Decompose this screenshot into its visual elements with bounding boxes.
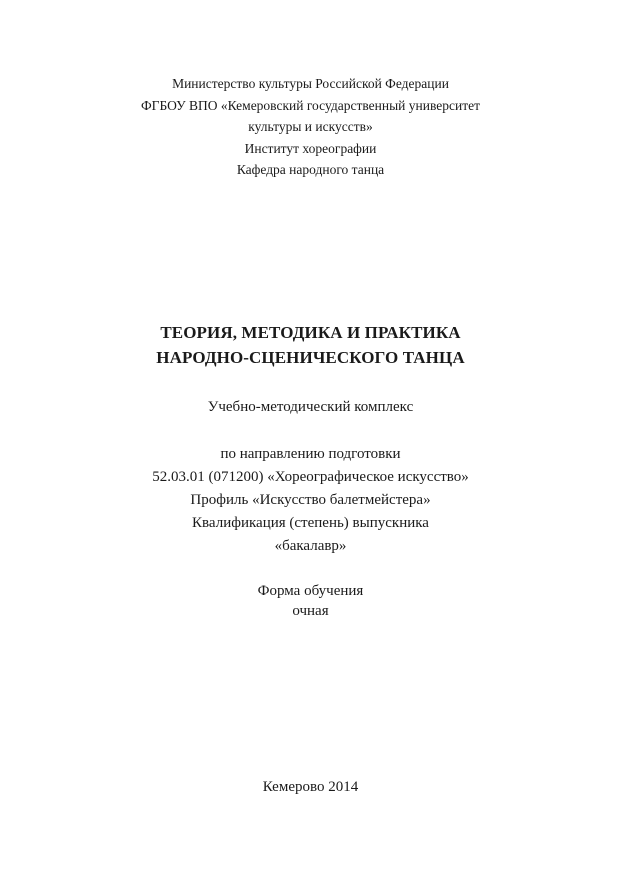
- title-line-2: НАРОДНО-СЦЕНИЧЕСКОГО ТАНЦА: [156, 348, 465, 367]
- document-title: [0, 320, 621, 370]
- ministry-line: Министерство культуры Российской Федерации: [172, 76, 449, 91]
- institute-line: Институт хореографии: [244, 140, 377, 156]
- study-form-value: очная: [292, 603, 329, 619]
- direction-code: 52.03.01 (071200) «Хореографическое искусство»: [152, 469, 469, 485]
- page-footer: [0, 777, 621, 797]
- study-form-label: Форма обучения: [257, 583, 364, 599]
- university-line-continued: культуры и искусств»: [248, 119, 373, 134]
- department-line: Кафедра народного танца: [236, 162, 385, 177]
- profile-line: Профиль «Искусство балетмейстера»: [190, 492, 431, 508]
- university-line: ФГБОУ ВПО «Кемеровский государственный университет: [140, 97, 481, 113]
- qualification-value: «бакалавр»: [274, 538, 347, 554]
- qualification-line: Квалификация (степень) выпускника: [192, 515, 429, 531]
- training-direction: [0, 443, 621, 558]
- institution-header: [0, 73, 621, 181]
- city-year: Кемерово 2014: [262, 779, 359, 795]
- study-form: [0, 581, 621, 621]
- subtitle-line: Учебно-методический комплекс: [207, 399, 414, 415]
- document-subtitle: [0, 397, 621, 417]
- title-line-1: ТЕОРИЯ, МЕТОДИКА И ПРАКТИКА: [160, 323, 461, 342]
- direction-intro: по направлению подготовки: [220, 446, 401, 462]
